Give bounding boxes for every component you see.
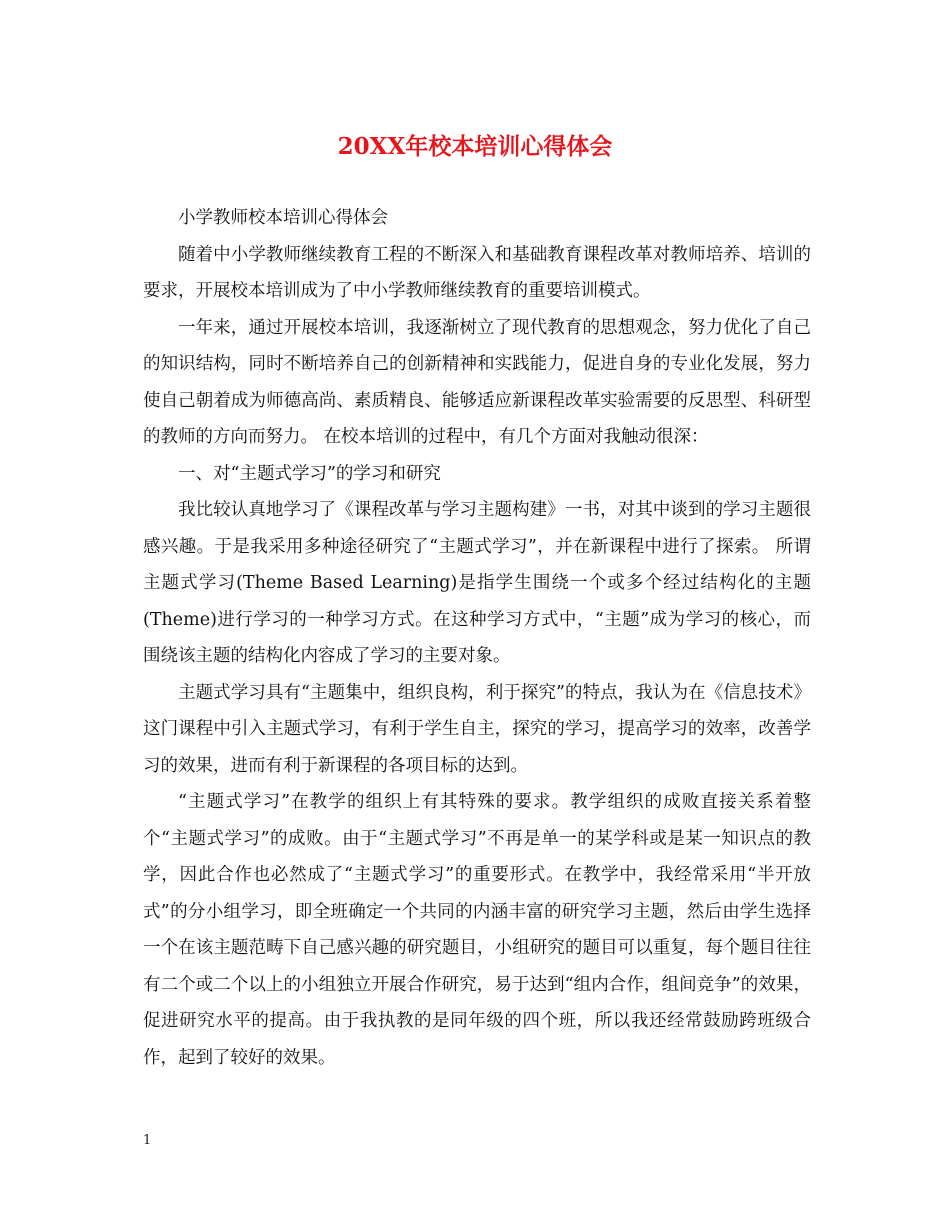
paragraph-intro: 随着中小学教师继续教育工程的不断深入和基础教育课程改革对教师培养、培训的要求，开展校本培训成为了中小学教师继续教育的重要培训模式。 (143, 244, 811, 301)
paragraph-theme-learning-definition: 我比较认真地学习了《课程改革与学习主题构建》一书，对其中谈到的学习主题很感兴趣。于是我采用多种途径研究了“主题式学习”，并在新课程中进行了探索。 所谓主题式学习(Theme Based Learning)是指学生围绕一个或多个经过结构化的主题(Theme)进行学习的一种学习方式。在这种学习方式中，“主题”成为学习的核心，而围绕该主题的结构化内容成了学习的主要对象。 (143, 500, 811, 666)
paragraph-reflection: 一年来，通过开展校本培训，我逐渐树立了现代教育的思想观念，努力优化了自己的知识结构，同时不断培养自己的创新精神和实践能力，促进自身的专业化发展，努力使自己朝着成为师德高尚、素质精良、能够适应新课程改革实验需要的反思型、科研型的教师的方向而努力。 在校本培训的过程中，有几个方面对我触动很深： (143, 317, 811, 447)
paragraph-teaching-organization: “主题式学习”在教学的组织上有其特殊的要求。教学组织的成败直接关系着整个“主题式学习”的成败。由于“主题式学习”不再是单一的某学科或是某一知识点的教学，因此合作也必然成了“主题式学习”的重要形式。在教学中，我经常采用“半开放式”的分小组学习，即全班确定一个共同的内涵丰富的研究学习主题，然后由学生选择一个在该主题范畴下自己感兴趣的研究题目，小组研究的题目可以重复，每个题目往往有二个或二个以上的小组独立开展合作研究，易于达到“组内合作，组间竞争”的效果，促进研究水平的提高。由于我执教的是同年级的四个班，所以我还经常鼓励跨班级合作，起到了较好的效果。 (143, 792, 811, 1068)
document-body (143, 200, 811, 1076)
page-number: 1 (143, 1133, 152, 1148)
paragraph-subtitle: 小学教师校本培训心得体会 (178, 208, 388, 228)
paragraph-theme-learning-features: 主题式学习具有“主题集中，组织良构，利于探究”的特点，我认为在《信息技术》这门课程中引入主题式学习，有利于学生自主，探究的学习，提高学习的效率，改善学习的效果，进而有利于新课程的各项目标的达到。 (143, 682, 811, 776)
section-heading-theme-learning: 一、对“主题式学习”的学习和研究 (178, 463, 441, 484)
document-title: 20XX年校本培训心得体会 (337, 133, 613, 160)
